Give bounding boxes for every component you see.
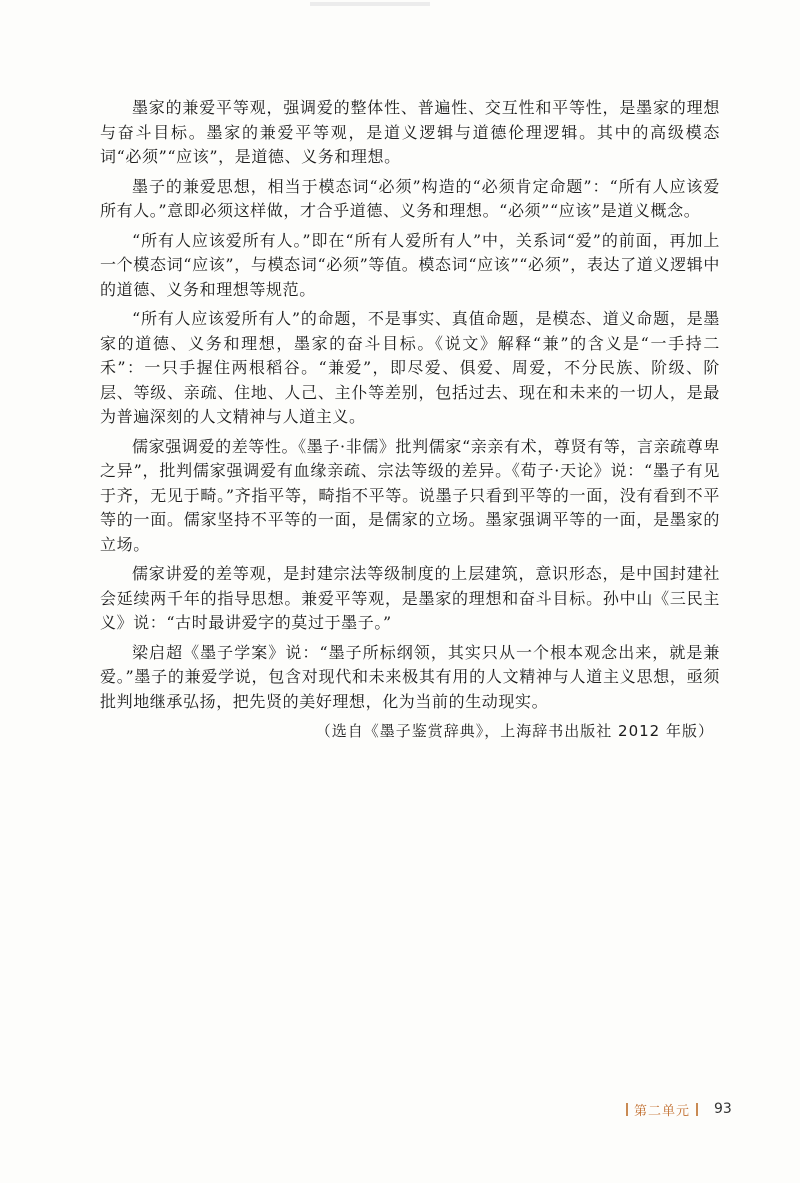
source-citation: （选自《墨子鉴赏辞典》，上海辞书出版社 2012 年版） [315,722,714,740]
divider [696,1103,698,1116]
page-footer [620,1097,732,1121]
paragraph: “所有人应该爱所有人”的命题，不是事实、真值命题，是模态、道义命题，是墨家的道德、义务和理想，墨家的奋斗目标。《说文》解释“兼”的含义是“一手持二禾”：一只手握住两根稻谷。“兼爱”，即尽爱、俱爱、周爱，不分民族、阶级、阶层、等级、亲疏、住地、人己、主仆等差别，包括过去、现在和未来的一切人，是最为普遍深刻的人文精神与人道主义。 [100,309,720,426]
paragraph: 儒家强调爱的差等性。《墨子·非儒》批判儒家“亲亲有术，尊贤有等，言亲疏尊卑之异”，批判儒家强调爱有血缘亲疏、宗法等级的差异。《荀子·天论》说：“墨子有见于齐，无见于畸。”齐指平等，畸指不平等。说墨子只看到平等的一面，没有看到不平等的一面。儒家坚持不平等的一面，是儒家的立场。墨家强调平等的一面，是墨家的立场。 [100,436,720,554]
paragraph: 墨家的兼爱平等观，强调爱的整体性、普遍性、交互性和平等性，是墨家的理想与奋斗目标。墨家的兼爱平等观，是道义逻辑与道德伦理逻辑。其中的高级模态词“必须”“应该”，是道德、义务和理想。 [100,98,720,166]
paragraph: 梁启超《墨子学案》说：“墨子所标纲领，其实只从一个根本观念出来，就是兼爱。”墨子的兼爱学说，包含对现代和未来极其有用的人文精神与人道主义思想，亟须批判地继承弘扬，把先贤的美好理想，化为当前的生动现实。 [100,642,720,711]
paragraph: 儒家讲爱的差等观，是封建宗法等级制度的上层建筑，意识形态，是中国封建社会延续两千年的指导思想。兼爱平等观，是墨家的理想和奋斗目标。孙中山《三民主义》说：“古时最讲爱字的莫过于墨子。” [100,564,720,632]
body-text [100,96,720,743]
page-number: 93 [714,1101,732,1117]
paragraph: “所有人应该爱所有人。”即在“所有人爱所有人”中，关系词“爱”的前面，再加上一个模态词“应该”，与模态词“必须”等值。模态词“应该”“必须”，表达了道义逻辑中的道德、义务和理想等规范。 [100,230,720,299]
scan-mark [310,2,430,6]
paragraph: 墨子的兼爱思想，相当于模态词“必须”构造的“必须肯定命题”：“所有人应该爱所有人。”意即必须这样做，才合乎道德、义务和理想。“必须”“应该”是道义概念。 [100,176,720,220]
unit-label: 第二单元 [634,1103,691,1119]
divider [626,1103,628,1116]
